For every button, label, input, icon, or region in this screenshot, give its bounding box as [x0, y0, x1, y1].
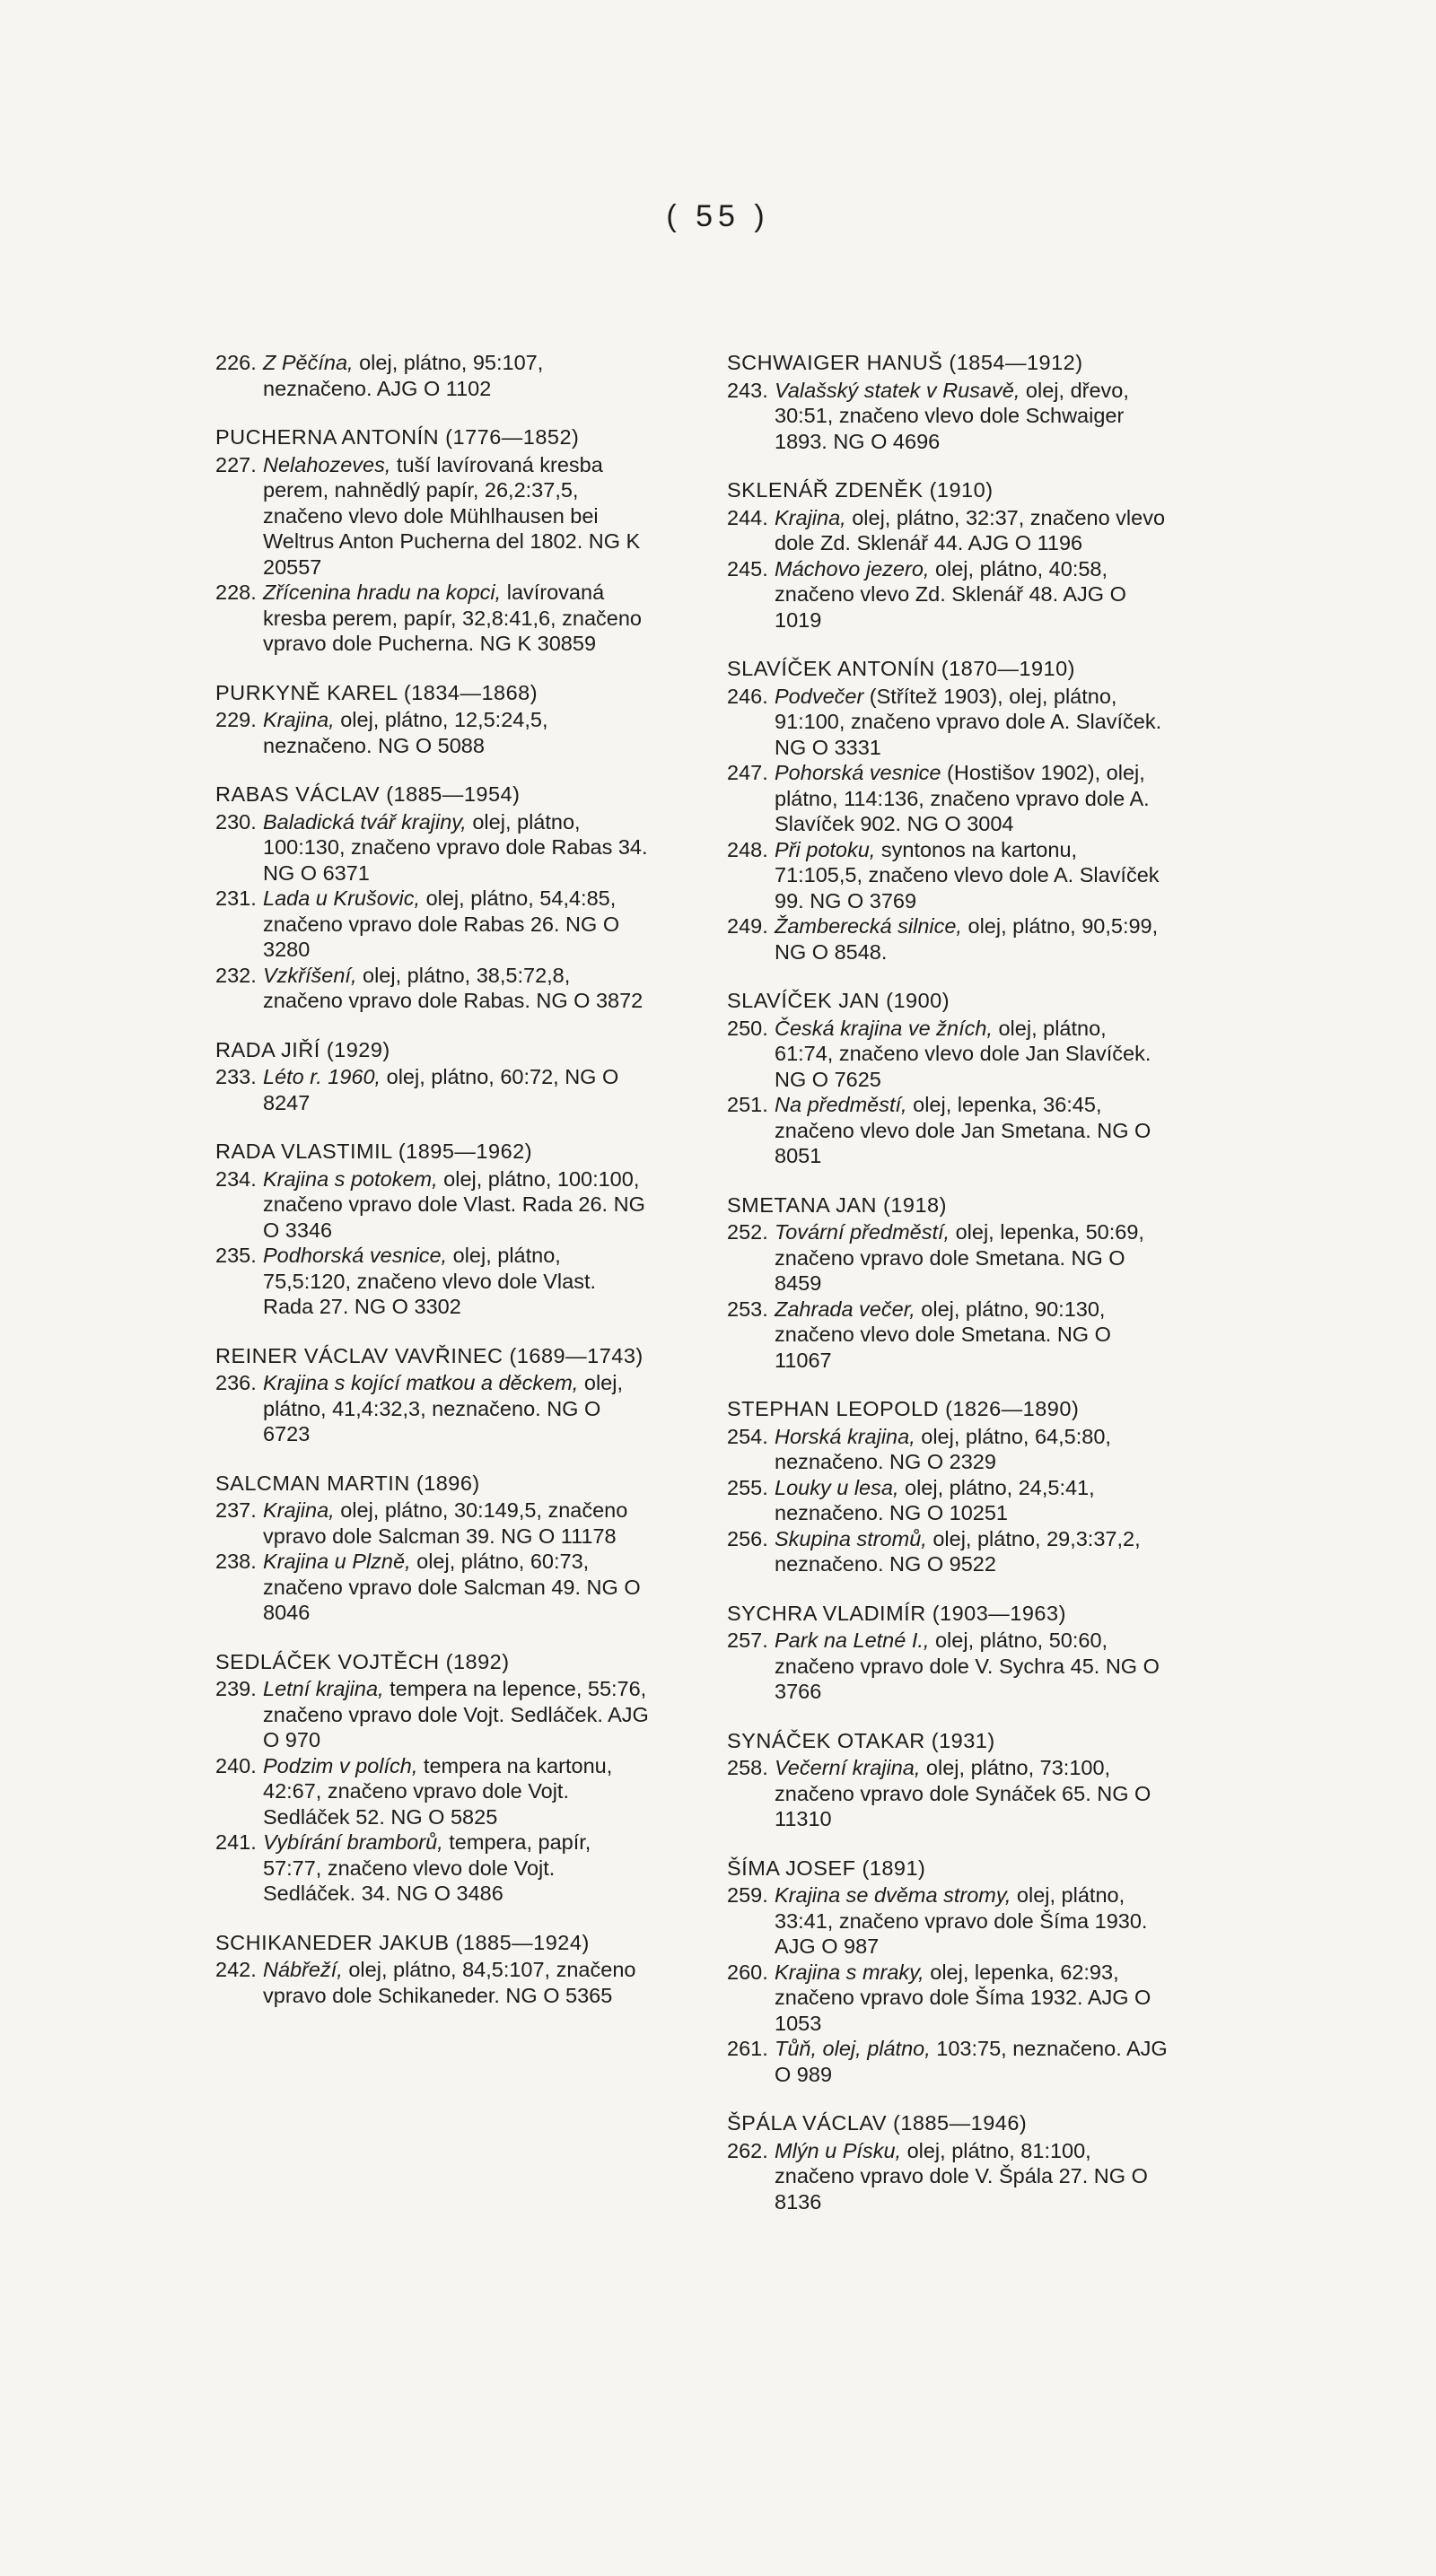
artist-heading: SCHIKANEDER JAKUB (1885—1924) — [215, 1930, 590, 1954]
artist-section — [215, 782, 651, 1014]
artist-section — [215, 680, 651, 759]
artwork-title: Krajina s potokem, — [263, 1166, 438, 1191]
catalog-entry — [727, 913, 1169, 965]
artwork-title: Při potoku, — [775, 837, 876, 861]
artwork-details: olej, plátno, 30:149,5, značeno vpravo dole Salcman 39. NG O 11178 — [263, 1498, 628, 1548]
artwork-title: Máchovo jezero, — [775, 556, 930, 581]
artwork-title: Vybírání bramborů, — [263, 1830, 443, 1854]
catalog-entry — [727, 684, 1169, 761]
artwork-details: tuší lavírovaná kresba perem, nahnědlý papír, 26,2:37,5, značeno vlevo dole Mühlhausen bei Weltrus Anton Pucherna del 1802. NG K 20557 — [263, 452, 641, 579]
entry-number: 231. — [215, 886, 257, 910]
catalog-entry — [215, 1370, 651, 1447]
artwork-details: olej, plátno, 90:130, značeno vlevo dole Smetana. NG O 11067 — [775, 1297, 1111, 1372]
artist-section — [215, 350, 651, 401]
catalog-entry — [727, 837, 1169, 914]
artist-heading: SCHWAIGER HANUŠ (1854—1912) — [727, 351, 1083, 374]
catalog-entry — [727, 1755, 1169, 1832]
catalog-entry — [215, 1498, 651, 1549]
artwork-details: olej, lepenka, 62:93, značeno vpravo dole Šíma 1932. AJG O 1053 — [775, 1960, 1151, 2035]
artist-section — [215, 1471, 651, 1626]
artwork-title: Léto r. 1960, — [263, 1065, 381, 1088]
entry-number: 246. — [727, 684, 768, 708]
artwork-title: Krajina, — [263, 708, 335, 731]
artwork-title: Vzkříšení, — [263, 963, 357, 987]
entry-number: 252. — [727, 1220, 768, 1244]
catalog-entry — [215, 707, 651, 758]
artwork-details: olej, plátno, 33:41, značeno vpravo dole Šíma 1930. AJG O 987 — [775, 1883, 1148, 1958]
artwork-details: olej, plátno, 64,5:80, neznačeno. NG O 2329 — [775, 1424, 1111, 1473]
page-number: ( 55 ) — [666, 199, 770, 233]
entry-number: 262. — [727, 2138, 768, 2162]
catalog-entry — [215, 1829, 651, 1907]
catalog-entry — [727, 1960, 1169, 2037]
artist-heading: PUCHERNA ANTONÍN (1776—1852) — [215, 425, 580, 449]
right-column — [727, 350, 1169, 2214]
artwork-details: (Střítež 1903), olej, plátno, 91:100, značeno vpravo dole A. Slavíček. NG O 3331 — [775, 684, 1162, 759]
artist-section — [727, 1728, 1169, 1832]
artwork-title: Krajina s mraky, — [775, 1960, 924, 1984]
left-column — [215, 350, 651, 2008]
catalog-entry — [727, 1092, 1169, 1169]
artist-section — [215, 1649, 651, 1907]
artwork-title: Krajina, — [263, 1498, 335, 1522]
artwork-details: olej, plátno, 61:74, značeno vlevo dole Jan Slavíček. NG O 7625 — [775, 1016, 1151, 1091]
artwork-title: Zahrada večer, — [775, 1297, 915, 1321]
catalog-entry — [727, 760, 1169, 837]
catalog-entry — [727, 1424, 1169, 1475]
artist-section — [727, 477, 1169, 633]
artwork-details: tempera na lepence, 55:76, značeno vpravo dole Vojt. Sedláček. AJG O 970 — [263, 1677, 649, 1751]
artwork-details: olej, plátno, 75,5:120, značeno vlevo dole Vlast. Rada 27. NG O 3302 — [263, 1244, 597, 1318]
artist-section — [727, 350, 1169, 454]
artwork-details: olej, plátno, 32:37, značeno vlevo dole Zd. Sklenář 44. AJG O 1196 — [775, 505, 1166, 554]
catalog-entry — [215, 809, 651, 886]
artist-section — [215, 1343, 651, 1447]
artist-section — [727, 1192, 1169, 1374]
artist-heading: SYNÁČEK OTAKAR (1931) — [727, 1728, 995, 1752]
artist-heading: ŠPÁLA VÁCLAV (1885—1946) — [727, 2111, 1028, 2135]
artwork-title: Podvečer — [775, 684, 864, 708]
entry-number: 250. — [727, 1016, 768, 1040]
artwork-title: Tůň, olej, plátno, — [775, 2037, 931, 2060]
artist-section — [215, 424, 651, 657]
artwork-title: Z Pěčína, — [263, 351, 354, 374]
artwork-details: lavírovaná kresba perem, papír, 32,8:41,6, značeno vpravo dole Pucherna. NG K 30859 — [263, 581, 642, 655]
artwork-title: Česká krajina ve žních, — [775, 1016, 993, 1040]
entry-number: 232. — [215, 963, 257, 987]
catalog-entry — [727, 556, 1169, 633]
entry-number: 241. — [215, 1830, 257, 1854]
catalog-entry — [215, 1064, 651, 1115]
entry-number: 230. — [215, 809, 257, 834]
artwork-details: olej, plátno, 40:58, značeno vlevo Zd. Sklenář 48. AJG O 1019 — [775, 556, 1126, 632]
artwork-title: Letní krajina, — [263, 1677, 384, 1700]
entry-number: 244. — [727, 505, 768, 529]
artwork-title: Horská krajina, — [775, 1424, 915, 1448]
artwork-title: Baladická tvář krajiny, — [263, 809, 467, 834]
artist-section — [215, 1037, 651, 1116]
artwork-details: olej, plátno, 50:60, značeno vpravo dole V. Sychra 45. NG O 3766 — [775, 1629, 1160, 1703]
artwork-details: olej, plátno, 100:130, značeno vpravo dole Rabas 34. NG O 6371 — [263, 809, 648, 885]
artist-heading: SEDLÁČEK VOJTĚCH (1892) — [215, 1649, 510, 1673]
artwork-details: olej, plátno, 60:73, značeno vpravo dole Salcman 49. NG O 8046 — [263, 1550, 641, 1624]
catalog-entry — [727, 378, 1169, 455]
entry-number: 236. — [215, 1371, 257, 1394]
entry-number: 258. — [727, 1756, 768, 1779]
artwork-details: olej, plátno, 12,5:24,5, neznačeno. NG O 5088 — [263, 708, 548, 757]
artwork-details: olej, plátno, 54,4:85, značeno vpravo dole Rabas 26. NG O 3280 — [263, 886, 620, 961]
artwork-title: Nelahozeves, — [263, 452, 391, 476]
entry-number: 251. — [727, 1093, 768, 1116]
artwork-title: Mlýn u Písku, — [775, 2138, 902, 2162]
artist-section — [727, 1601, 1169, 1705]
entry-number: 233. — [215, 1065, 257, 1088]
catalog-entry — [215, 1166, 651, 1244]
entry-number: 237. — [215, 1498, 257, 1522]
artist-heading: SKLENÁŘ ZDENĚK (1910) — [727, 478, 994, 502]
catalog-entry — [727, 1016, 1169, 1093]
artist-section — [727, 1396, 1169, 1577]
artwork-title: Louky u lesa, — [775, 1475, 899, 1499]
entry-number: 247. — [727, 761, 768, 784]
entry-number: 240. — [215, 1753, 257, 1777]
catalog-entry — [215, 886, 651, 963]
catalog-entry — [215, 452, 651, 581]
artist-section — [727, 2110, 1169, 2214]
artwork-title: Krajina s kojící matkou a děckem, — [263, 1371, 579, 1394]
artist-heading: SLAVÍČEK JAN (1900) — [727, 989, 950, 1012]
entry-number: 253. — [727, 1297, 768, 1321]
artwork-title: Park na Letné I., — [775, 1629, 930, 1652]
entry-number: 256. — [727, 1526, 768, 1550]
artwork-title: Žamberecká silnice, — [775, 914, 962, 938]
catalog-entry — [215, 1243, 651, 1320]
entry-number: 227. — [215, 452, 257, 476]
artwork-details: olej, plátno, 81:100, značeno vpravo dole V. Špála 27. NG O 8136 — [775, 2138, 1148, 2214]
artist-heading: SMETANA JAN (1918) — [727, 1192, 947, 1217]
entry-number: 257. — [727, 1629, 768, 1652]
artwork-title: Skupina stromů, — [775, 1526, 927, 1550]
artist-section — [215, 1139, 651, 1320]
entry-number: 234. — [215, 1166, 257, 1191]
artwork-title: Krajina, — [775, 505, 846, 529]
entry-number: 245. — [727, 556, 768, 581]
entry-number: 226. — [215, 351, 257, 374]
catalog-entry — [215, 1549, 651, 1626]
entry-number: 239. — [215, 1677, 257, 1700]
entry-number: 242. — [215, 1958, 257, 1981]
artwork-details: olej, plátno, 41,4:32,3, neznačeno. NG O 6723 — [263, 1371, 623, 1445]
artist-section — [727, 1856, 1169, 2088]
catalog-entry — [727, 505, 1169, 556]
artwork-details: olej, plátno, 90,5:99, NG O 8548. — [775, 914, 1159, 964]
entry-number: 261. — [727, 2037, 768, 2060]
artwork-title: Pohorská vesnice — [775, 761, 941, 784]
artist-heading: RADA VLASTIMIL (1895—1962) — [215, 1140, 533, 1163]
catalog-entry — [727, 2138, 1169, 2215]
catalog-entry — [727, 1219, 1169, 1297]
artist-section — [727, 656, 1169, 965]
catalog-entry — [727, 1882, 1169, 1960]
artwork-details: olej, dřevo, 30:51, značeno vlevo dole Schwaiger 1893. NG O 4696 — [775, 378, 1129, 453]
artwork-details: olej, plátno, 73:100, značeno vpravo dole Synáček 65. NG O 11310 — [775, 1756, 1151, 1830]
artist-heading: RABAS VÁCLAV (1885—1954) — [215, 782, 521, 806]
artist-heading: SALCMAN MARTIN (1896) — [215, 1471, 480, 1495]
entry-number: 229. — [215, 708, 257, 731]
catalog-entry — [727, 1297, 1169, 1374]
artwork-title: Nábřeží, — [263, 1958, 343, 1981]
artwork-details: tempera na kartonu, 42:67, značeno vpravo dole Vojt. Sedláček 52. NG O 5825 — [263, 1753, 613, 1829]
artwork-details: 103:75, neznačeno. AJG O 989 — [775, 2037, 1168, 2086]
artwork-details: olej, lepenka, 50:69, značeno vpravo dole Smetana. NG O 8459 — [775, 1220, 1144, 1295]
artwork-title: Krajina u Plzně, — [263, 1550, 411, 1573]
artist-heading: RADA JIŘÍ (1929) — [215, 1037, 390, 1061]
artwork-title: Podzim v polích, — [263, 1753, 418, 1777]
catalog-entry — [215, 580, 651, 657]
catalog-entry — [215, 963, 651, 1014]
artwork-details: olej, lepenka, 36:45, značeno vlevo dole Jan Smetana. NG O 8051 — [775, 1093, 1151, 1167]
catalog-entry — [215, 1676, 651, 1753]
artist-heading: SYCHRA VLADIMÍR (1903—1963) — [727, 1601, 1066, 1625]
entry-number: 228. — [215, 581, 257, 604]
artwork-title: Zřícenina hradu na kopci, — [263, 581, 502, 604]
artwork-title: Na předměstí, — [775, 1093, 907, 1116]
artwork-details: tempera, papír, 57:77, značeno vlevo dole Vojt. Sedláček. 34. NG O 3486 — [263, 1830, 591, 1905]
artist-heading: REINER VÁCLAV VAVŘINEC (1689—1743) — [215, 1343, 644, 1367]
artwork-details: olej, plátno, 60:72, NG O 8247 — [263, 1065, 619, 1114]
artist-section — [727, 988, 1169, 1169]
entry-number: 255. — [727, 1475, 768, 1499]
artwork-details: (Hostišov 1902), olej, plátno, 114:136, značeno vpravo dole A. Slavíček 902. NG O 3004 — [775, 761, 1150, 835]
artwork-details: olej, plátno, 84,5:107, značeno vpravo dole Schikaneder. NG O 5365 — [263, 1958, 636, 2007]
catalog-entry — [215, 350, 651, 401]
artwork-title: Večerní krajina, — [775, 1756, 921, 1779]
artwork-title: Krajina se dvěma stromy, — [775, 1883, 1011, 1907]
artwork-details: olej, plátno, 100:100, značeno vpravo dole Vlast. Rada 26. NG O 3346 — [263, 1166, 645, 1242]
artwork-title: Podhorská vesnice, — [263, 1244, 448, 1267]
artist-heading: STEPHAN LEOPOLD (1826—1890) — [727, 1397, 1080, 1420]
catalog-entry — [215, 1753, 651, 1830]
artwork-title: Tovární předměstí, — [775, 1220, 950, 1244]
catalog-entry — [727, 1526, 1169, 1577]
entry-number: 249. — [727, 914, 768, 938]
entry-number: 254. — [727, 1424, 768, 1448]
artwork-details: olej, plátno, 95:107, neznačeno. AJG O 1102 — [263, 351, 544, 400]
catalog-entry — [727, 1628, 1169, 1705]
entry-number: 260. — [727, 1960, 768, 1984]
artwork-details: olej, plátno, 29,3:37,2, neznačeno. NG O 9522 — [775, 1526, 1141, 1576]
entry-number: 259. — [727, 1883, 768, 1907]
artist-heading: SLAVÍČEK ANTONÍN (1870—1910) — [727, 657, 1075, 680]
entry-number: 238. — [215, 1550, 257, 1573]
artist-section — [215, 1930, 651, 2009]
catalog-entry — [215, 1957, 651, 2008]
artist-heading: PURKYNĚ KAREL (1834—1868) — [215, 680, 538, 704]
artist-heading: ŠÍMA JOSEF (1891) — [727, 1856, 926, 1880]
artwork-title: Lada u Krušovic, — [263, 886, 421, 910]
artwork-details: olej, plátno, 24,5:41, neznačeno. NG O 10251 — [775, 1475, 1095, 1524]
catalog-entry — [727, 2036, 1169, 2087]
catalog-entry — [727, 1475, 1169, 1526]
entry-number: 243. — [727, 378, 768, 402]
artwork-details: syntonos na kartonu, 71:105,5, značeno vlevo dole A. Slavíček 99. NG O 3769 — [775, 837, 1160, 913]
entry-number: 248. — [727, 837, 768, 861]
artwork-title: Valašský statek v Rusavě, — [775, 378, 1020, 402]
entry-number: 235. — [215, 1244, 257, 1267]
artwork-details: olej, plátno, 38,5:72,8, značeno vpravo dole Rabas. NG O 3872 — [263, 963, 644, 1012]
